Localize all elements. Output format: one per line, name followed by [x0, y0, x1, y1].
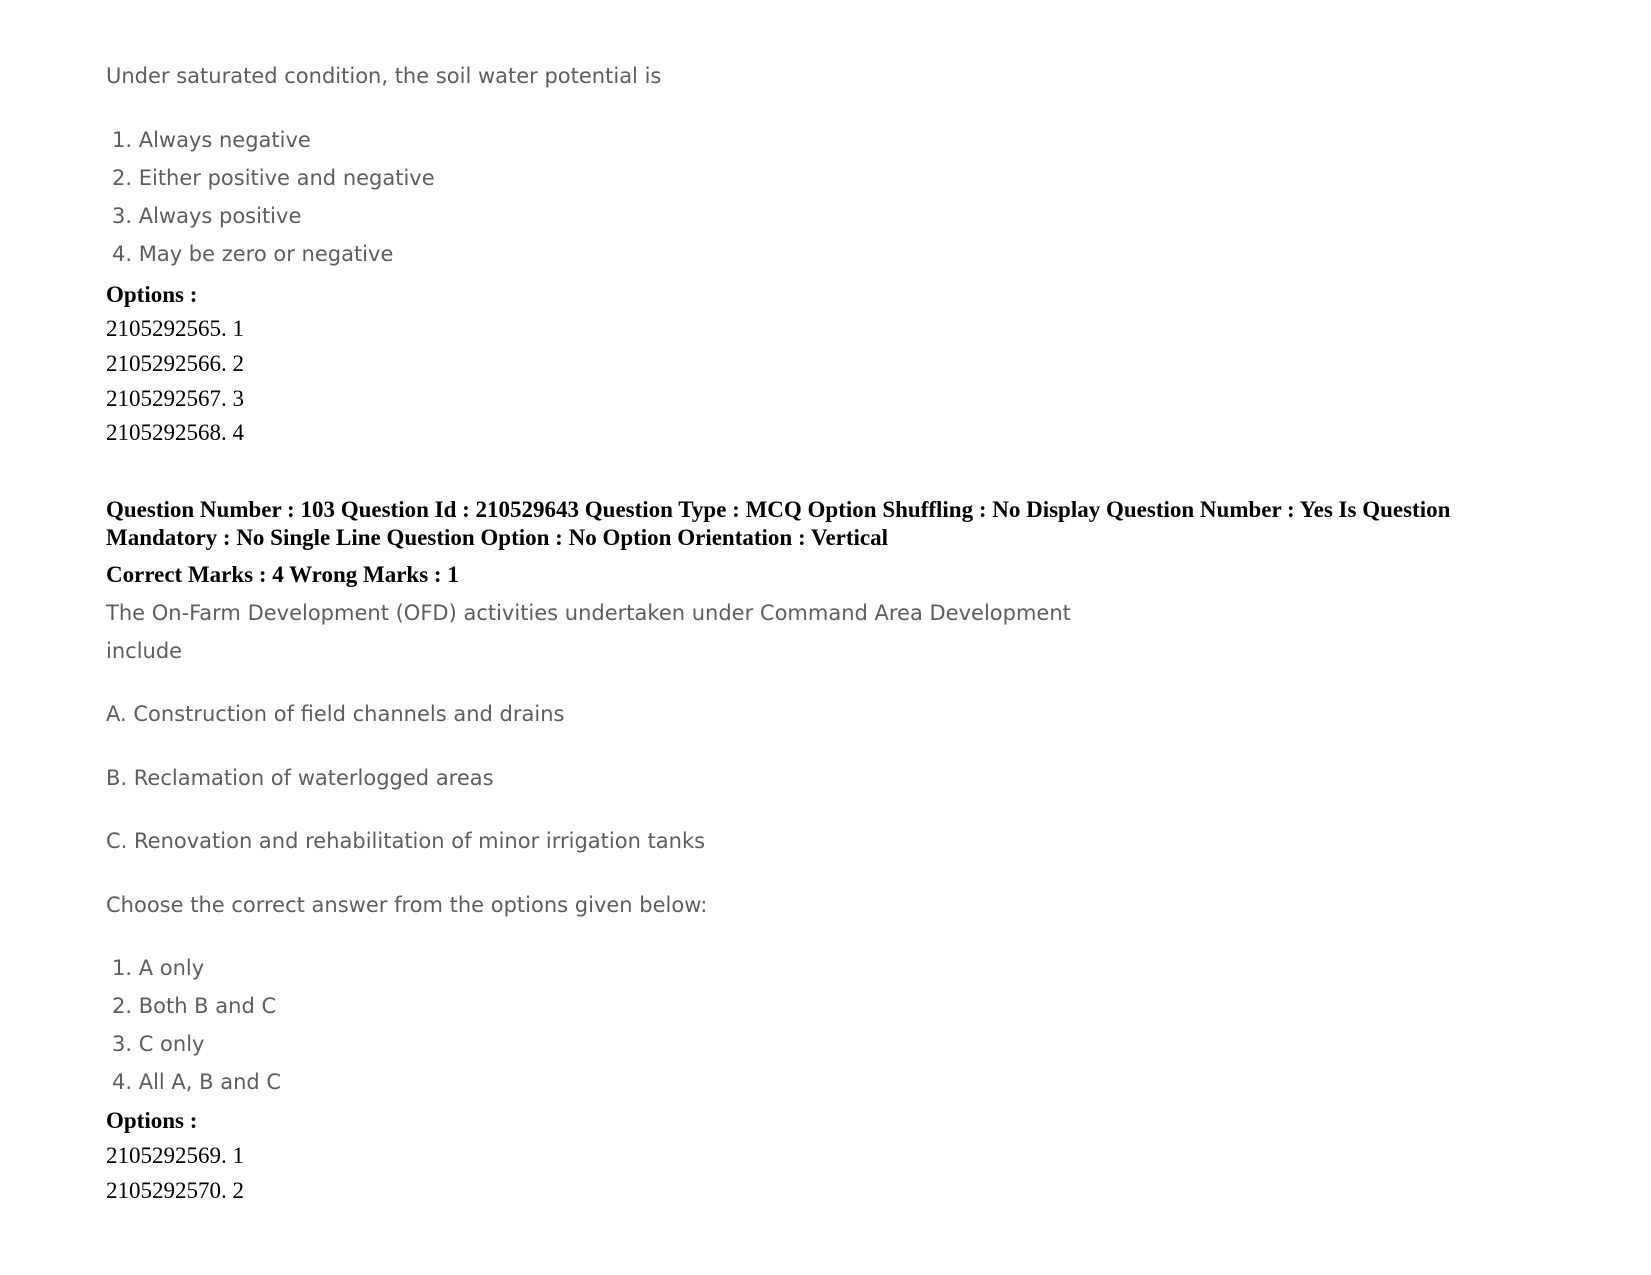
q2-meta-header: Question Number : 103 Question Id : 210529643 Question Type : MCQ Option Shuffling : No Display Question Number : Yes Is Question Mandatory : No Single Line Question Option : No Option Orientation : Vertical: [106, 497, 1451, 550]
q2-stem-line-1: The On-Farm Development (OFD) activities undertaken under Command Area Development: [106, 601, 1071, 625]
q2-choice-2: 2. Both B and C: [112, 994, 277, 1018]
q2-stem-line-2: include: [106, 639, 183, 663]
q2-statement-a: A. Construction of field channels and drains: [106, 702, 565, 726]
q2-statement-b: B. Reclamation of waterlogged areas: [106, 766, 494, 790]
q2-choice-4: 4. All A, B and C: [112, 1070, 282, 1094]
q2-statement-c: C. Renovation and rehabilitation of minor irrigation tanks: [106, 829, 706, 853]
q1-option-id-2: 2105292566. 2: [106, 351, 244, 376]
q1-option-id-3: 2105292567. 3: [106, 386, 244, 411]
q1-option-id-1: 2105292565. 1: [106, 316, 244, 341]
q2-option-id-1: 2105292569. 1: [106, 1143, 244, 1168]
q1-options-label: Options :: [106, 282, 198, 307]
q1-choice-4: 4. May be zero or negative: [112, 242, 394, 266]
q1-choice-2: 2. Either positive and negative: [112, 166, 435, 190]
q1-option-id-4: 2105292568. 4: [106, 420, 244, 445]
q2-choice-1: 1. A only: [112, 956, 205, 980]
q2-options-label: Options :: [106, 1108, 198, 1133]
q1-stem: Under saturated condition, the soil water potential is: [106, 64, 662, 88]
q2-marks: Correct Marks : 4 Wrong Marks : 1: [106, 562, 459, 587]
q2-instruction: Choose the correct answer from the options given below:: [106, 893, 708, 917]
q2-option-id-2: 2105292570. 2: [106, 1178, 244, 1203]
q2-choice-3: 3. C only: [112, 1032, 205, 1056]
q1-choice-3: 3. Always positive: [112, 204, 302, 228]
q1-choice-1: 1. Always negative: [112, 128, 311, 152]
